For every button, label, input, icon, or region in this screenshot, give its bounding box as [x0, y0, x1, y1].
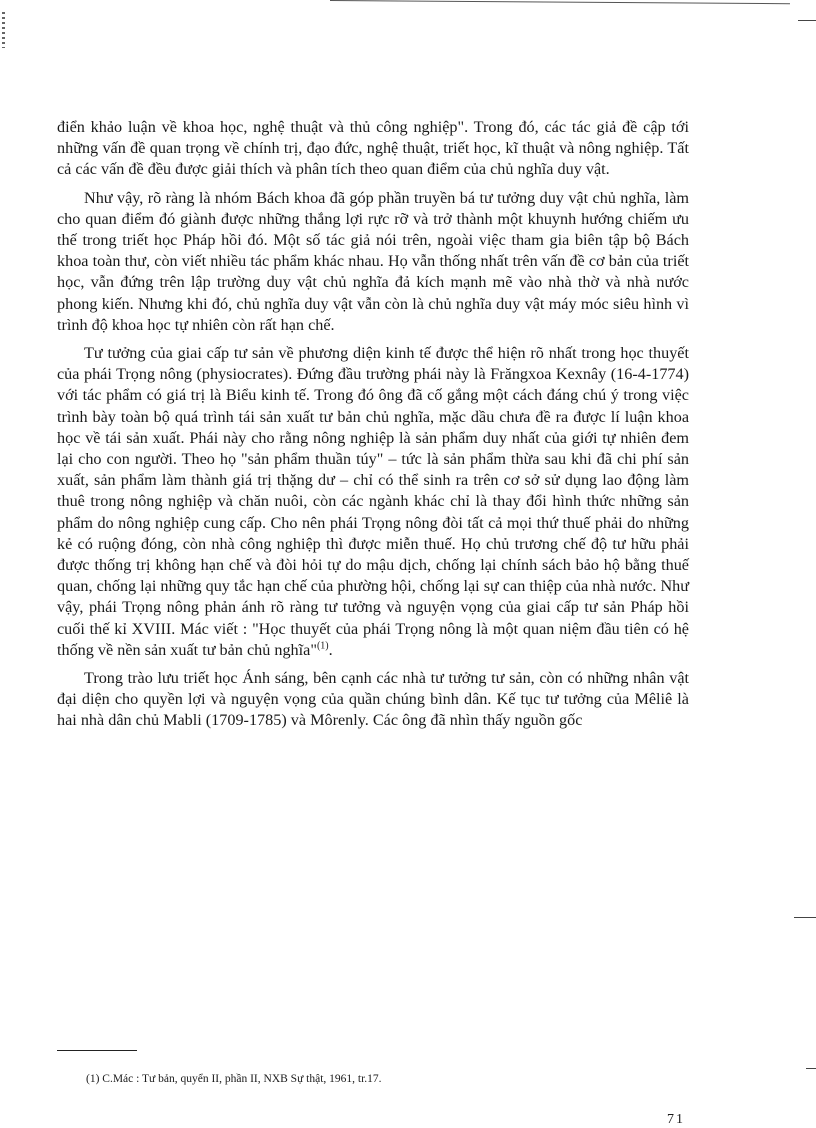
paragraph-3-end: .	[328, 640, 333, 659]
scan-edge-dots	[2, 12, 5, 48]
footnote: (1) C.Mác : Tư bản, quyển II, phần II, NXB Sự thật, 1961, tr.17.	[86, 1073, 382, 1085]
paragraph-2: Như vậy, rõ ràng là nhóm Bách khoa đã góp phần truyền bá tư tưởng duy vật chủ nghĩa, làm cho quan điểm đó giành được những thắng lợi rực rỡ và trở thành một khuynh hướng chiếm ưu thế trong triết học Pháp hồi đó. Một số tác giả nói trên, ngoài việc tham gia biên tập bộ Bách khoa toàn thư, còn viết nhiều tác phẩm khác nhau. Họ vẫn thống nhất trên vấn đề cơ bản của triết học, vẫn đứng trên lập trường duy vật chủ nghĩa đả kích mạnh mẽ vào nhà thờ và nhà nước phong kiến. Nhưng khi đó, chủ nghĩa duy vật vẫn còn là chủ nghĩa duy vật máy móc siêu hình vì trình độ khoa học tự nhiên còn rất hạn chế.	[57, 188, 689, 334]
scan-edge-mark-middle	[794, 917, 816, 918]
paragraph-3-text: Tư tưởng của giai cấp tư sản về phương diện kinh tế được thể hiện rõ nhất trong học thuyết của phái Trọng nông (physiocrates). Đứng đầu trường phái này là Frăngxoa Kexnây (16-4-1774) với tác phẩm có giá trị là Biểu kinh tế. Trong đó ông đã cố gắng một cách đáng chú ý trong việc trình bày toàn bộ quá trình tái sản xuất tư bản chủ nghĩa, mặc dầu chưa đề ra được lí luận khoa học về tái sản xuất. Phái này cho rằng nông nghiệp là sản phẩm duy nhất của giới tự nhiên đem lại cho con người. Theo họ "sản phẩm thuần túy" – tức là sản phẩm thừa sau khi đã chi phí sản xuất, sản phẩm làm thành giá trị thặng dư – chỉ có thể sinh ra trên cơ sở sử dụng lao động làm thuê trong nông nghiệp và chăn nuôi, còn các ngành khác chỉ là thay đổi hình thức những sản phẩm do nông nghiệp cung cấp. Cho nên phái Trọng nông đòi tất cả mọi thứ thuế phải do những kẻ có ruộng đóng, còn nhà công nghiệp thì được miễn thuế. Họ chủ trương chế độ tư hữu phải được thống trị không hạn chế và đòi hỏi tự do mậu dịch, chống lại chính sách bảo hộ bằng thuế quan, chống lại những quy tắc hạn chế của phường hội, chống lại sự can thiệp của nhà nước. Như vậy, phái Trọng nông phản ánh rõ ràng tư tưởng và nguyện vọng của giai cấp tư sản Pháp hồi cuối thế kỉ XVIII. Mác viết : "Học thuyết của phái Trọng nông là một quan niệm đầu tiên có hệ thống về nền sản xuất tư bản chủ nghĩa"	[57, 344, 689, 659]
scan-edge-mark-top	[798, 20, 816, 21]
scan-edge-mark-bottom	[806, 1068, 816, 1069]
footnote-divider	[57, 1050, 137, 1051]
body-text	[57, 117, 689, 739]
page-number: 71	[667, 1112, 685, 1127]
paragraph-3	[57, 343, 689, 661]
paragraph-4: Trong trào lưu triết học Ánh sáng, bên cạnh các nhà tư tưởng tư sản, còn có những nhân vật đại diện cho quyền lợi và nguyện vọng của quần chúng bình dân. Kế tục tư tưởng của Mêliê là hai nhà dân chủ Mabli (1709-1785) và Môrenly. Các ông đã nhìn thấy nguồn gốc	[57, 669, 689, 730]
paragraph-1: điển khảo luận về khoa học, nghệ thuật và thủ công nghiệp". Trong đó, các tác giả đề cập tới những vấn đề quan trọng về chính trị, đạo đức, nghệ thuật, triết học, kĩ thuật và nông nghiệp. Tất cả các vấn đề đều được giải thích và phân tích theo quan điểm của chủ nghĩa duy vật.	[57, 118, 689, 179]
footnote-reference[interactable]: (1)	[316, 640, 329, 652]
scan-edge-line	[330, 0, 790, 4]
